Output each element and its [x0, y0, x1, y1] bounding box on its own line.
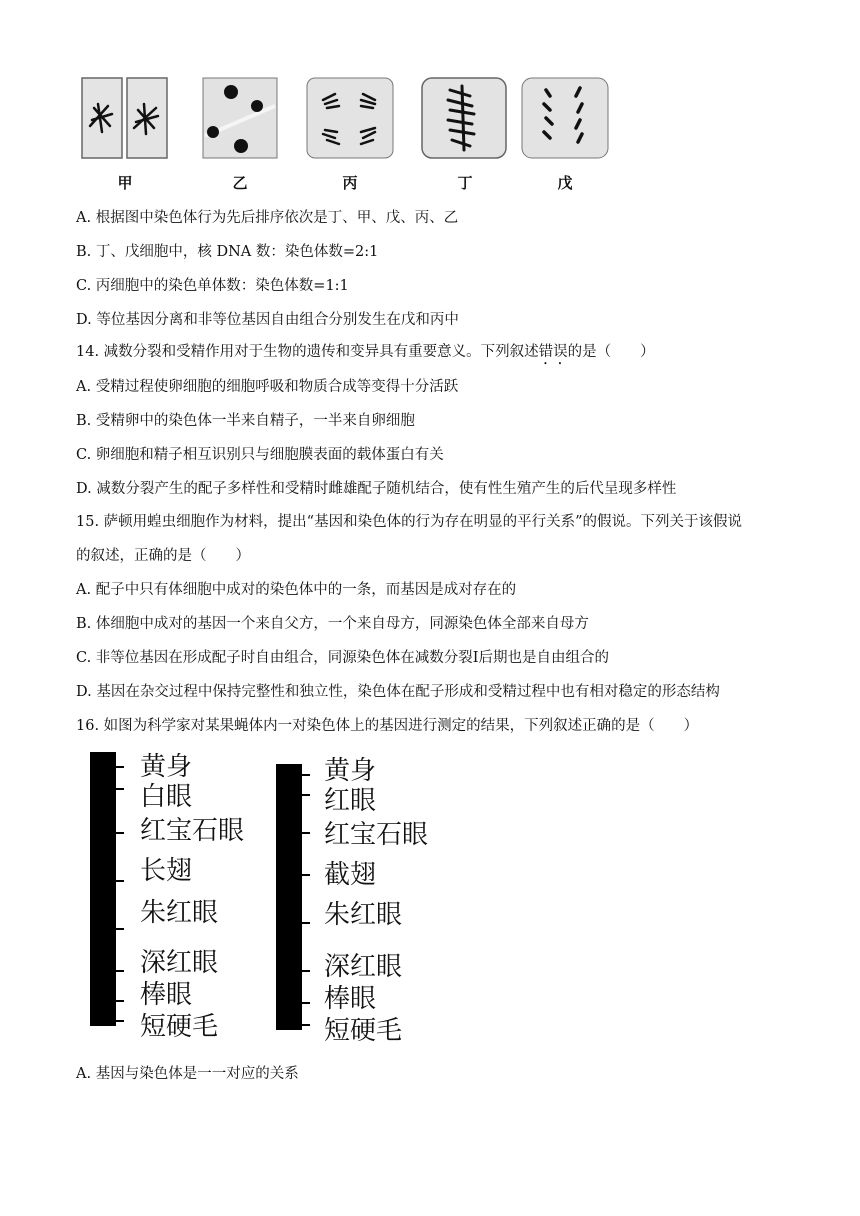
q15-option-b: B. 体细胞中成对的基因一个来自父方，一个来自母方，同源染色体全部来自母方	[76, 616, 589, 632]
q15-option-d: D. 基因在杂交过程中保持完整性和独立性，染色体在配子形成和受精过程中也有相对稳定的形态结构	[76, 684, 720, 700]
gene-tick	[276, 1024, 310, 1026]
gene-tick	[90, 1000, 124, 1002]
left-gene-label: 白眼	[140, 782, 193, 812]
right-gene-label: 朱红眼	[324, 900, 403, 930]
gene-tick	[276, 1002, 310, 1004]
caption-wu: 戊	[557, 174, 573, 192]
gene-tick	[276, 970, 310, 972]
q13-option-a: A. 根据图中染色体行为先后排序依次是丁、甲、戊、丙、乙	[76, 210, 459, 226]
caption-jia: 甲	[117, 174, 133, 192]
right-gene-label: 红宝石眼	[324, 820, 429, 850]
cell-jia	[80, 76, 170, 193]
q14-option-c: C. 卵细胞和精子相互识别只与细胞膜表面的载体蛋白有关	[76, 447, 444, 463]
gene-tick	[90, 788, 124, 790]
caption-bing: 丙	[342, 174, 358, 192]
gene-tick	[90, 1020, 124, 1022]
left-gene-label: 红宝石眼	[140, 816, 245, 846]
gene-tick	[90, 766, 124, 768]
q14-stem-emphasis: 错误	[538, 344, 568, 360]
q14-stem-before: 14. 减数分裂和受精作用对于生物的遗传和变异具有重要意义。下列叙述	[76, 344, 539, 360]
gene-tick	[90, 970, 124, 972]
left-gene-label: 朱红眼	[140, 898, 219, 928]
caption-yi: 乙	[232, 174, 248, 192]
gene-tick	[90, 928, 124, 930]
q15-option-c: C. 非等位基因在形成配子时自由组合，同源染色体在减数分裂Ⅰ后期也是自由组合的	[76, 650, 610, 666]
q14-stem-after: 的是（ ）	[567, 344, 655, 360]
right-gene-label: 截翅	[324, 860, 377, 890]
cell-division-figure	[80, 76, 620, 196]
right-gene-label: 红眼	[324, 786, 377, 816]
chromosome-bar-right	[276, 764, 302, 1030]
q16-option-a: A. 基因与染色体是一一对应的关系	[76, 1066, 299, 1082]
q13-option-d: D. 等位基因分离和非等位基因自由组合分别发生在戊和丙中	[76, 312, 459, 328]
q13-option-b: B. 丁、戊细胞中，核 DNA 数：染色体数=2:1	[76, 244, 379, 260]
cell-ding	[420, 76, 510, 193]
gene-tick	[90, 832, 124, 834]
micrograph-bing-image	[305, 76, 395, 160]
cell-yi	[195, 76, 285, 193]
q16-stem: 16. 如图为科学家对某果蝇体内一对染色体上的基因进行测定的结果，下列叙述正确的是（ ）	[76, 718, 699, 734]
left-gene-label: 深红眼	[140, 948, 219, 978]
q14-option-d: D. 减数分裂产生的配子多样性和受精时雌雄配子随机结合，使有性生殖产生的后代呈现多样性	[76, 481, 677, 497]
caption-ding: 丁	[457, 174, 473, 192]
gene-tick	[276, 774, 310, 776]
micrograph-wu-image	[520, 76, 610, 160]
gene-tick	[276, 922, 310, 924]
q15-option-a: A. 配子中只有体细胞中成对的染色体中的一条，而基因是成对存在的	[76, 582, 517, 598]
right-gene-label: 深红眼	[324, 952, 403, 982]
left-gene-label: 黄身	[140, 752, 193, 782]
cell-bing	[305, 76, 395, 193]
micrograph-yi-image	[195, 76, 285, 160]
left-gene-label: 短硬毛	[140, 1012, 219, 1042]
chromosome-bar-left	[90, 752, 116, 1026]
q14-stem	[76, 342, 655, 368]
cell-wu	[520, 76, 610, 193]
right-gene-label: 黄身	[324, 756, 377, 786]
q14-option-a: A. 受精过程使卵细胞的细胞呼吸和物质合成等变得十分活跃	[76, 379, 459, 395]
micrograph-jia-image	[80, 76, 170, 160]
gene-tick	[276, 794, 310, 796]
left-gene-label: 棒眼	[140, 980, 193, 1010]
gene-tick	[90, 880, 124, 882]
gene-tick	[276, 874, 310, 876]
left-gene-label: 长翅	[140, 856, 193, 886]
gene-tick	[276, 832, 310, 834]
right-gene-label: 短硬毛	[324, 1016, 403, 1046]
q15-stem-line2: 的叙述，正确的是（ ）	[76, 548, 250, 564]
right-gene-label: 棒眼	[324, 984, 377, 1014]
q13-option-c: C. 丙细胞中的染色单体数：染色体数=1:1	[76, 278, 349, 294]
q14-option-b: B. 受精卵中的染色体一半来自精子，一半来自卵细胞	[76, 413, 415, 429]
q15-stem-line1: 15. 萨顿用蝗虫细胞作为材料，提出“基因和染色体的行为存在明显的平行关系”的假说。下列关于该假说	[76, 514, 742, 530]
micrograph-ding-image	[420, 76, 510, 160]
